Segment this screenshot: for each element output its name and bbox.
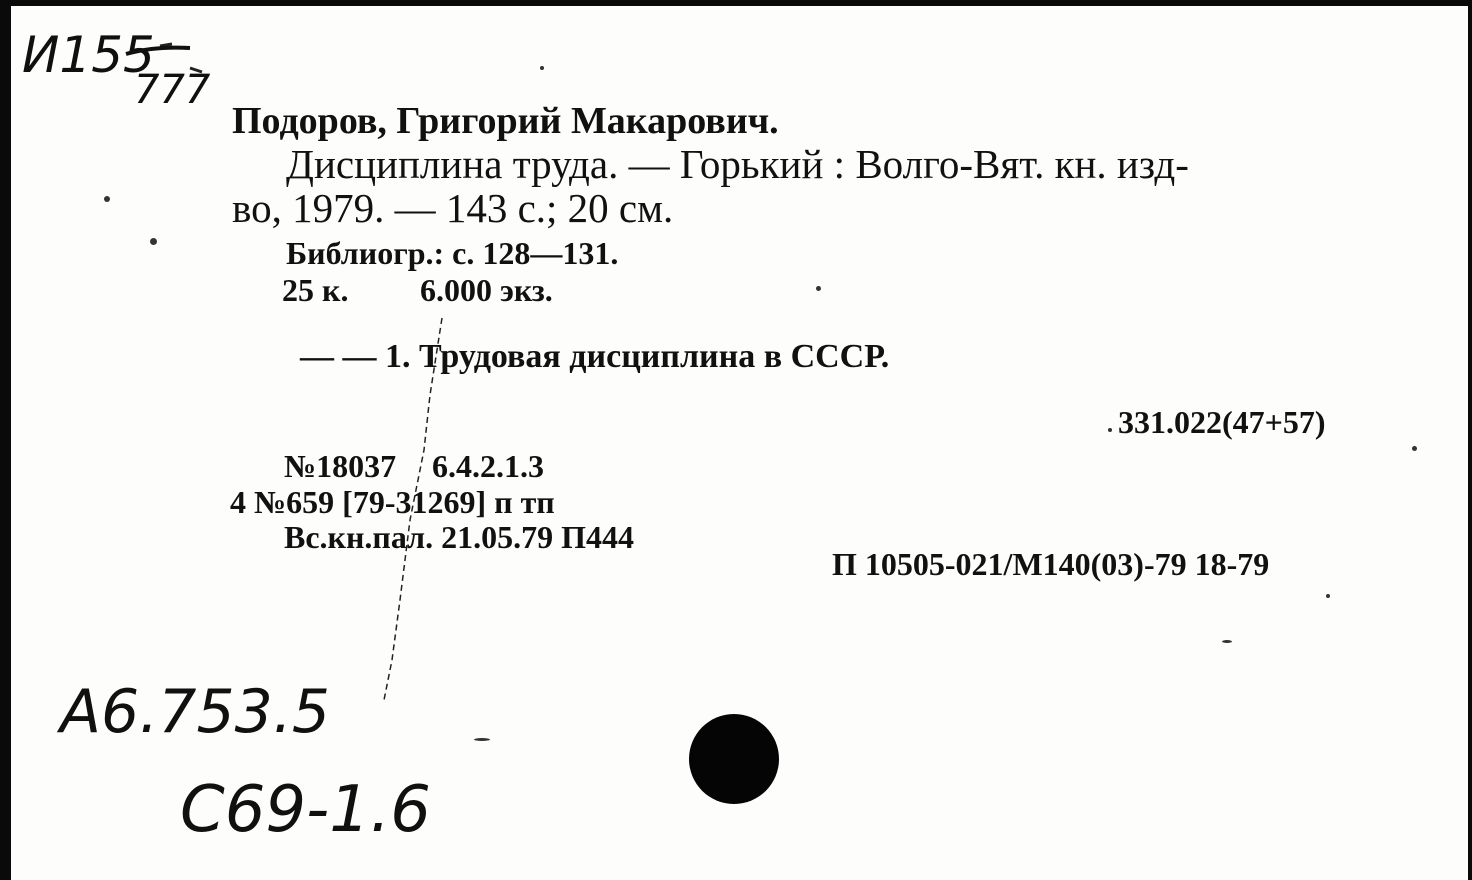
title-line-1: Дисциплина труда. — Горький : Волго-Вят. кн. изд- — [286, 141, 1189, 187]
subject-entry: — — 1. Трудовая дисциплина в СССР. — [300, 338, 890, 375]
scan-speck — [474, 738, 490, 741]
scan-speck — [1326, 594, 1330, 598]
card-punch-hole — [689, 714, 779, 804]
handwritten-shelf-mark: А6.753.5 — [60, 677, 331, 747]
book-chamber-date: Вс.кн.пал. 21.05.79 П444 — [284, 519, 634, 555]
print-run: 6.000 экз. — [420, 272, 553, 308]
title-line-2: во, 1979. — 143 с.; 20 см. — [232, 185, 674, 231]
author-heading: Подоров, Григорий Макарович. — [232, 100, 779, 142]
handwritten-stroke — [124, 40, 194, 60]
scan-speck — [540, 66, 544, 70]
book-chamber-line: 4 №659 [79-31269] п тп — [230, 484, 555, 520]
handwritten-subcode: 777 — [134, 67, 211, 113]
handwritten-code: И155 — [22, 26, 155, 84]
record-number: №18037 — [284, 448, 397, 484]
price: 25 к. — [282, 272, 349, 308]
scan-speck — [104, 196, 110, 202]
scan-speck — [1412, 446, 1417, 451]
record-code: 6.4.2.1.3 — [432, 448, 544, 484]
publisher-code: П 10505-021/М140(03)-79 18-79 — [832, 546, 1270, 582]
handwritten-call-number: С69-1.6 — [180, 773, 431, 847]
scan-speck — [1108, 428, 1112, 432]
scan-speck — [1222, 640, 1232, 643]
scan-speck — [816, 286, 821, 291]
scan-speck — [150, 238, 157, 245]
bibliography-note: Библиогр.: с. 128—131. — [286, 235, 619, 271]
udc-code: 331.022(47+57) — [1118, 404, 1326, 440]
